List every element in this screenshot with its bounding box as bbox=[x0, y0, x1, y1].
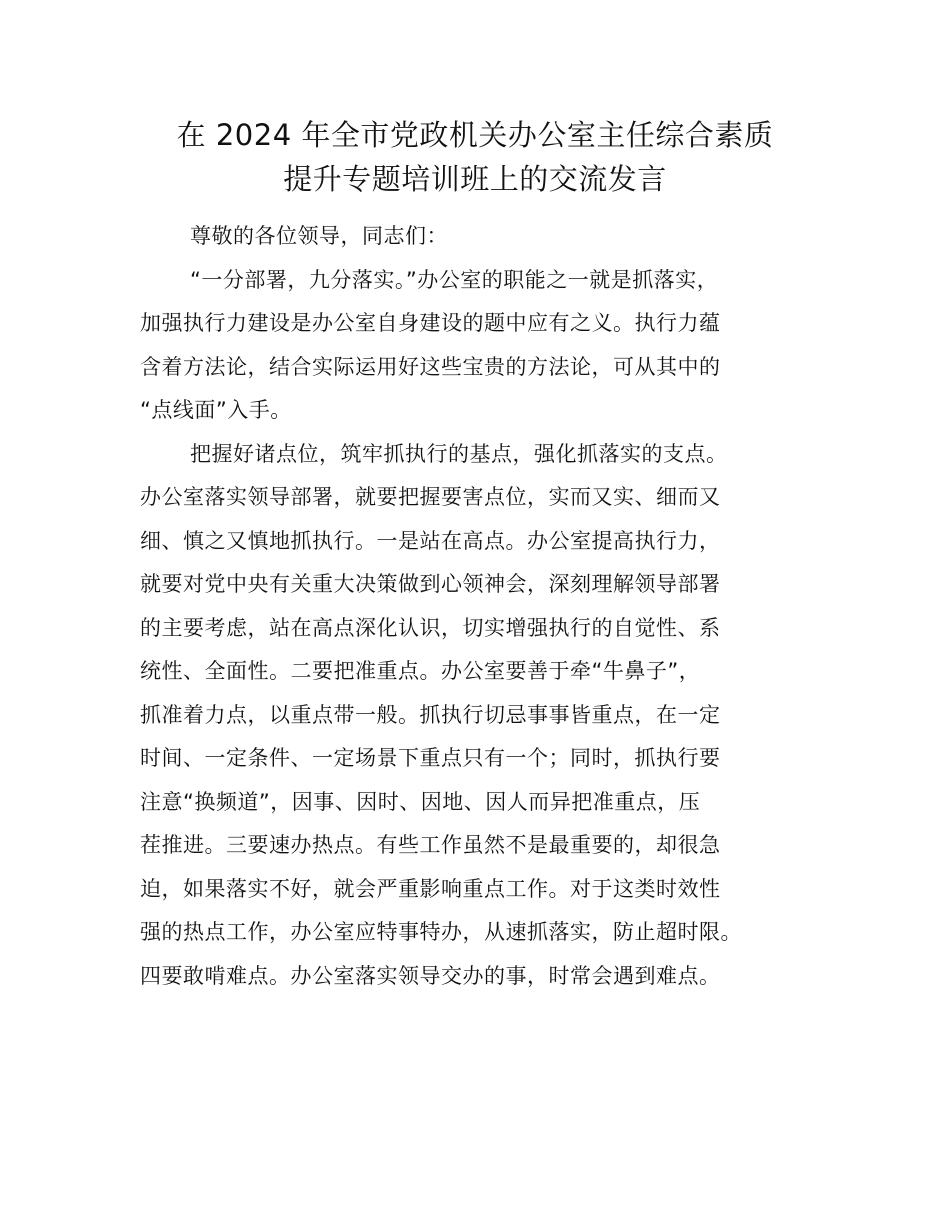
paragraph-line: 的主要考虑，站在高点深化认识，切实增强执行的自觉性、系 bbox=[140, 615, 721, 640]
paragraph-line: 注意“换频道”，因事、因时、因地、因人而异把准重点，压 bbox=[140, 789, 701, 814]
paragraph-line: 茬推进。三要速办热点。有些工作虽然不是最重要的，却很急 bbox=[140, 833, 721, 857]
paragraph-1 bbox=[140, 259, 830, 433]
paragraph-line: “一分部署，九分落实。”办公室的职能之一就是抓落实， bbox=[190, 267, 719, 292]
paragraph-line: 统性、全面性。二要把准重点。办公室要善于牵“牛鼻子”， bbox=[140, 659, 701, 683]
paragraph-line: 迫，如果落实不好，就会严重影响重点工作。对于这类时效性 bbox=[140, 876, 721, 901]
paragraph-line: 时间、一定条件、一定场景下重点只有一个；同时，抓执行要 bbox=[140, 746, 721, 770]
paragraph-line: 含着方法论，结合实际运用好这些宝贵的方法论，可从其中的 bbox=[140, 354, 721, 379]
paragraph-line: 四要敢啃难点。办公室落实领导交办的事，时常会遇到难点。 bbox=[140, 963, 721, 988]
paragraph-line: 强的热点工作，办公室应特事特办，从速抓落实，防止超时限。 bbox=[140, 920, 742, 944]
paragraph-line: 细、慎之又慎地抓执行。一是站在高点。办公室提高执行力， bbox=[140, 528, 721, 553]
paragraph-line: 办公室落实领导部署，就要把握要害点位，实而又实、细而又 bbox=[140, 485, 721, 509]
paragraph-line: 抓准着力点，以重点带一般。抓执行切忌事事皆重点，在一定 bbox=[140, 702, 721, 727]
greeting: 尊敬的各位领导，同志们： bbox=[190, 224, 448, 248]
paragraph-line: 把握好诸点位，筑牢抓执行的基点，强化抓落实的支点。 bbox=[190, 441, 728, 466]
title-line-2: 提升专题培训班上的交流发言 bbox=[283, 162, 667, 196]
paragraph-line: 加强执行力建设是办公室自身建设的题中应有之义。执行力蕴 bbox=[140, 311, 721, 335]
document-title bbox=[120, 113, 830, 201]
paragraph-line: “点线面”入手。 bbox=[140, 398, 292, 422]
paragraph-2 bbox=[140, 433, 830, 999]
title-line-1: 在 2024 年全市党政机关办公室主任综合素质 bbox=[176, 118, 774, 152]
paragraph-line: 就要对党中央有关重大决策做到心领神会，深刻理解领导部署 bbox=[140, 572, 721, 596]
document-body bbox=[140, 215, 830, 998]
